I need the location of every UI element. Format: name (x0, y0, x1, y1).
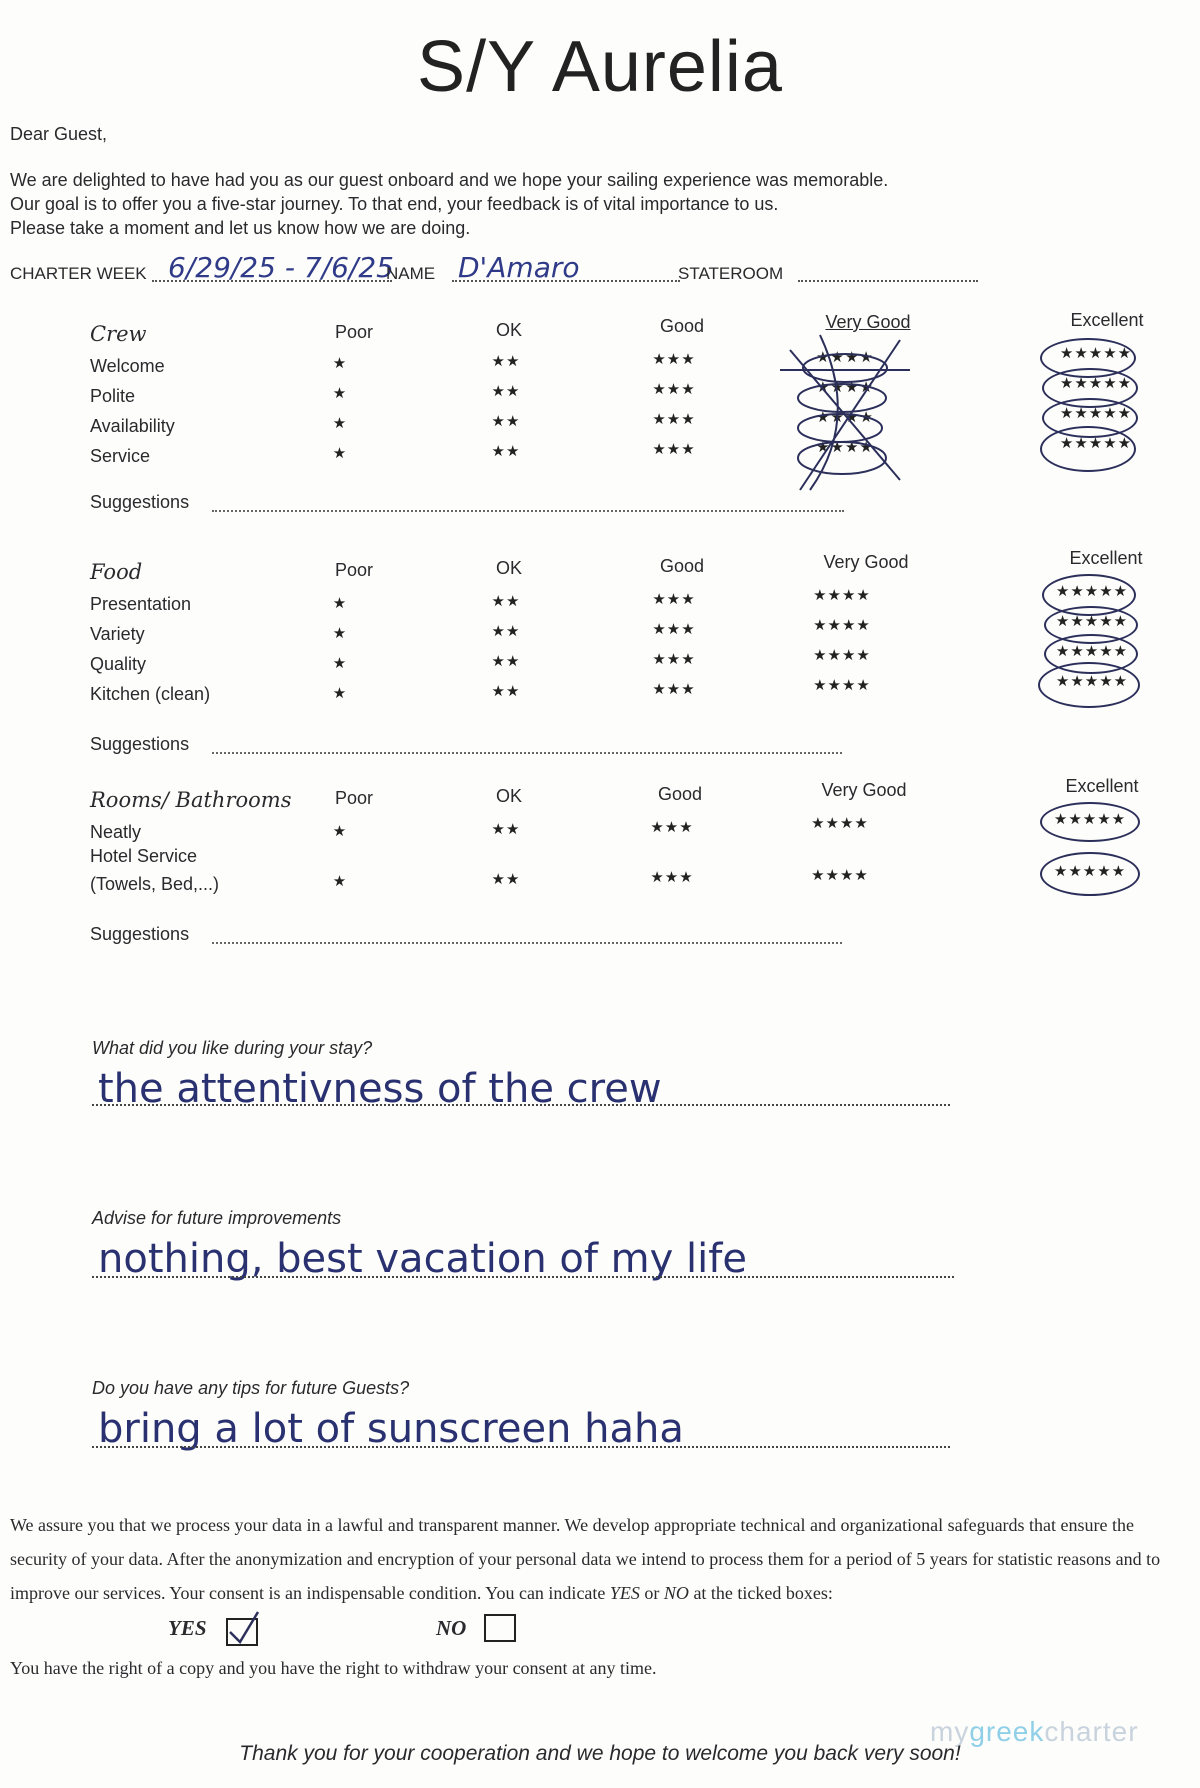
rating-option[interactable]: ★ (332, 823, 348, 840)
notice-tail: at the ticked boxes: (693, 1583, 833, 1603)
intro-line: Our goal is to offer you a five-star journey. To that end, your feedback is of vital importance to us. (10, 194, 779, 214)
col-good: Good (657, 784, 703, 804)
rating-option[interactable]: ★★★★★ (1055, 613, 1129, 630)
col-very-good: Very Good (821, 780, 907, 800)
row-hotel-service: Hotel Service (90, 846, 198, 866)
rating-option[interactable]: ★★ (491, 353, 521, 370)
question-liked-field[interactable]: the attentivness of the crew (98, 1066, 662, 1112)
row-availability: Availability (90, 416, 175, 436)
notice-text: We assure you that we process your data in a lawful and transparent manner. We develop appropriate technical and organizational safeguards that ensure the security of your data. After the anonymization and encryption of your personal data we intend to process them for a period of 5 years for statistic reasons and to improve our services. Your consent is an indispensable condition. You can indicate (10, 1515, 1161, 1603)
rating-option[interactable]: ★★★★ (813, 647, 871, 664)
section-title: Food (90, 560, 143, 584)
selection-circle (1038, 662, 1140, 708)
intro-line: We are delighted to have had you as our guest onboard and we hope your sailing experience was memorable. (10, 170, 889, 190)
col-very-good: Very Good (823, 552, 909, 572)
rating-option[interactable]: ★ (332, 625, 348, 642)
question-liked-label: What did you like during your stay? (92, 1038, 373, 1058)
rating-option[interactable]: ★★★★★ (1059, 405, 1133, 422)
col-excellent: Excellent (1065, 776, 1139, 796)
rating-option[interactable]: ★★ (491, 413, 521, 430)
col-poor: Poor (334, 560, 374, 580)
notice-no-word: NO (663, 1583, 689, 1603)
intro-line: Please take a moment and let us know how we are doing. (10, 218, 471, 238)
rating-option[interactable]: ★★★★★ (1055, 643, 1129, 660)
rating-option[interactable]: ★★★ (652, 591, 696, 608)
rating-option[interactable]: ★★ (491, 653, 521, 670)
rights-text: You have the right of a copy and you have the right to withdraw your consent at any time. (10, 1658, 657, 1678)
row-polite: Polite (90, 386, 136, 406)
col-ok: OK (495, 320, 522, 340)
consent-no-label: NO (436, 1616, 467, 1640)
rating-option[interactable]: ★★★★ (816, 349, 874, 366)
rating-option[interactable]: ★★ (491, 623, 521, 640)
consent-no-checkbox[interactable] (484, 1614, 516, 1642)
food-section (0, 548, 1200, 768)
rating-option[interactable]: ★★★★ (813, 587, 871, 604)
rating-option[interactable]: ★★ (491, 871, 521, 888)
answer-line (92, 1276, 954, 1278)
rooms-section (0, 776, 1200, 956)
charter-week-label: CHARTER WEEK (10, 264, 147, 283)
rating-option[interactable]: ★ (332, 873, 348, 890)
consent-yes-checkbox[interactable] (226, 1618, 258, 1646)
rating-option[interactable]: ★★★ (652, 621, 696, 638)
row-neatly: Neatly (90, 822, 142, 842)
consent-yes-label: YES (168, 1616, 207, 1640)
question-tips-label: Do you have any tips for future Guests? (92, 1378, 410, 1398)
rating-option[interactable]: ★★ (491, 593, 521, 610)
row-towels-bed: (Towels, Bed,...) (90, 874, 220, 894)
col-good: Good (659, 316, 705, 336)
col-good: Good (659, 556, 705, 576)
rating-option[interactable]: ★★★ (652, 681, 696, 698)
crew-section (0, 310, 1200, 530)
question-improve-field[interactable]: nothing, best vacation of my life (98, 1236, 747, 1282)
name-label: NAME (386, 264, 436, 283)
rating-option[interactable]: ★★ (491, 383, 521, 400)
rating-option[interactable]: ★★ (491, 683, 521, 700)
rating-option[interactable]: ★★★★ (811, 815, 869, 832)
rating-option[interactable]: ★★★★ (813, 617, 871, 634)
suggestions-field[interactable] (212, 510, 844, 512)
rating-option[interactable]: ★★★★ (816, 439, 874, 456)
question-improve-label: Advise for future improvements (92, 1208, 342, 1228)
rating-option[interactable]: ★★ (491, 821, 521, 838)
rating-option[interactable]: ★★★★ (816, 409, 874, 426)
data-protection-notice (10, 1508, 1190, 1610)
rating-option[interactable]: ★★★ (652, 351, 696, 368)
suggestions-label: Suggestions (90, 924, 190, 944)
col-ok: OK (495, 786, 522, 806)
col-excellent: Excellent (1070, 310, 1144, 330)
stateroom-field[interactable] (798, 280, 978, 282)
rating-option[interactable]: ★★★ (652, 441, 696, 458)
col-poor: Poor (334, 322, 374, 342)
charter-info-row (10, 251, 990, 288)
rating-option[interactable]: ★★★★★ (1059, 435, 1133, 452)
rating-option[interactable]: ★★★ (650, 869, 694, 886)
rating-option[interactable]: ★ (332, 355, 348, 372)
rating-option[interactable]: ★★★★ (816, 379, 874, 396)
rating-option[interactable]: ★ (332, 595, 348, 612)
suggestions-field[interactable] (212, 942, 842, 944)
stateroom-label: STATEROOM (678, 264, 784, 283)
row-service: Service (90, 446, 151, 466)
greeting: Dear Guest, (10, 124, 108, 144)
rating-option[interactable]: ★ (332, 685, 348, 702)
answer-line (92, 1104, 950, 1106)
charter-week-field[interactable]: 6/29/25 - 7/6/25 (168, 251, 394, 284)
rating-option[interactable]: ★ (332, 655, 348, 672)
col-very-good: Very Good (825, 312, 911, 332)
rating-option[interactable]: ★★★ (652, 381, 696, 398)
row-presentation: Presentation (90, 594, 192, 614)
watermark-brand: greek (969, 1716, 1045, 1747)
watermark-prefix: my (930, 1716, 970, 1747)
notice-or-word: or (644, 1583, 660, 1603)
page-title: S/Y Aurelia (417, 27, 783, 107)
rating-option[interactable]: ★★★★★ (1059, 375, 1133, 392)
notice-yes-word: YES (609, 1583, 640, 1603)
closing-message: Thank you for your cooperation and we hope to welcome you back very soon! (239, 1742, 961, 1765)
watermark-suffix: charter (1044, 1716, 1139, 1747)
rating-option[interactable]: ★★★★★ (1055, 583, 1129, 600)
crossed-out-scribble (770, 330, 920, 495)
section-title: Rooms/ Bathrooms (90, 788, 292, 812)
col-ok: OK (495, 558, 522, 578)
row-quality: Quality (90, 654, 147, 674)
section-title: Crew (90, 322, 147, 346)
rating-option[interactable]: ★★★ (652, 411, 696, 428)
rating-option[interactable]: ★★★★★ (1059, 345, 1133, 362)
question-tips-field[interactable]: bring a lot of sunscreen haha (98, 1406, 684, 1452)
rating-option[interactable]: ★★★★★ (1055, 673, 1129, 690)
rating-option[interactable]: ★★★ (652, 651, 696, 668)
selection-circle (1040, 802, 1140, 842)
suggestions-field[interactable] (212, 752, 842, 754)
rating-option[interactable]: ★★★★★ (1053, 863, 1127, 880)
answer-line (92, 1446, 950, 1448)
selection-circle (1040, 852, 1140, 896)
suggestions-label: Suggestions (90, 492, 190, 512)
intro-text (10, 168, 1010, 240)
selection-circle (1040, 426, 1136, 472)
suggestions-label: Suggestions (90, 734, 190, 754)
rating-option[interactable]: ★ (332, 445, 348, 462)
col-poor: Poor (334, 788, 374, 808)
rating-option[interactable]: ★ (332, 415, 348, 432)
rating-option[interactable]: ★★★★★ (1053, 811, 1127, 828)
rating-option[interactable]: ★★★ (650, 819, 694, 836)
row-kitchen: Kitchen (clean) (90, 684, 211, 704)
rating-option[interactable]: ★★ (491, 443, 521, 460)
checkmark-icon (224, 1608, 264, 1648)
col-excellent: Excellent (1069, 548, 1143, 568)
row-welcome: Welcome (90, 356, 165, 376)
name-field[interactable]: D'Amaro (458, 251, 580, 284)
rating-option[interactable]: ★ (332, 385, 348, 402)
rating-option[interactable]: ★★★★ (811, 867, 869, 884)
row-variety: Variety (90, 624, 145, 644)
rating-option[interactable]: ★★★★ (813, 677, 871, 694)
